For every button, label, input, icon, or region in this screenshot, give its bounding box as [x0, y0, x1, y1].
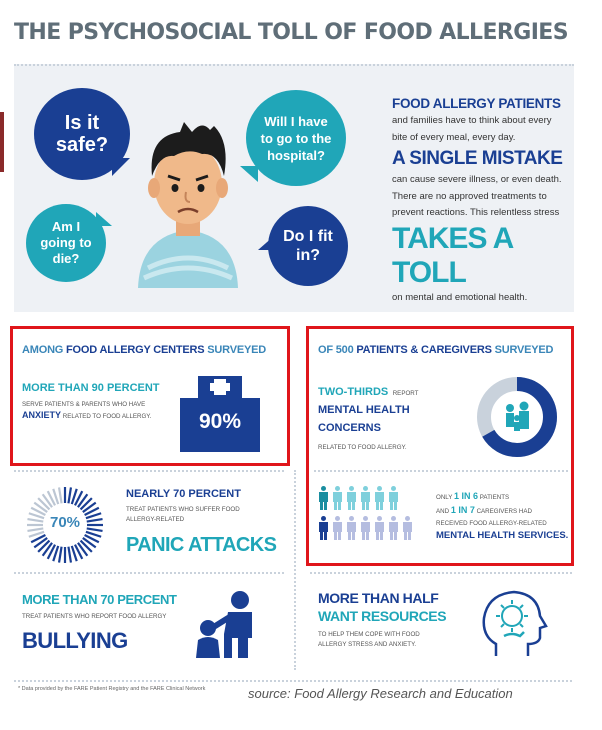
person-figure-icon — [332, 486, 343, 510]
bubble-hospital: Will I have to go to the hospital? — [246, 90, 346, 186]
hero-takes-toll: TAKES A TOLL — [392, 221, 513, 289]
centers-stat: MORE THAN 90 PERCENT — [22, 382, 160, 394]
person-figure-icon — [374, 486, 385, 510]
resources-text: TO HELP THEM COPE WITH FOOD ALLERGY STRESS AND ANXIETY. — [318, 631, 420, 648]
bubble-tail — [258, 236, 274, 250]
edge-accent — [0, 112, 4, 172]
dial-spoke — [59, 547, 62, 563]
panic-big: PANIC ATTACKS — [126, 534, 277, 556]
bubble-is-it-safe: Is it safe? — [34, 88, 130, 180]
footnote: * Data provided by the FARE Patient Registry and the FARE Clinical Network — [18, 686, 206, 692]
hero-severe-text: can cause severe illness, or even death. There are no approved treatments to prevent reactions. This relentless stress — [392, 174, 562, 219]
head-brain-icon — [476, 586, 552, 658]
patients-heading: OF 500 PATIENTS & CAREGIVERS SURVEYED — [318, 344, 554, 356]
dial-spoke — [68, 547, 71, 563]
centers-heading: AMONG FOOD ALLERGY CENTERS SURVEYED — [22, 344, 267, 356]
bullying-figures-icon — [192, 588, 264, 660]
bubble-tail — [96, 212, 112, 226]
resources-half: MORE THAN HALF — [318, 590, 439, 606]
hospital-icon — [180, 376, 260, 452]
hero-single-mistake: A SINGLE MISTAKE — [392, 148, 563, 170]
panic-badge: 70% — [49, 514, 81, 531]
panic-stat: NEARLY 70 PERCENT — [126, 488, 241, 500]
bullying-big: BULLYING — [22, 628, 128, 653]
person-figure-icon — [388, 486, 399, 510]
person-figure-icon — [332, 516, 343, 540]
services-text: ONLY 1 IN 6 PATIENTS AND 1 IN 7 CAREGIVERS HAD RECEIVED FOOD ALLERGY-RELATED MENTAL HEALTH SERVICES. — [436, 491, 569, 541]
person-figure-icon — [360, 486, 371, 510]
divider — [294, 470, 296, 670]
divider — [14, 470, 284, 472]
person-figure-icon — [318, 486, 329, 510]
person-figure-icon — [374, 516, 385, 540]
people-icon — [318, 486, 418, 540]
hero-patients-heading: FOOD ALLERGY PATIENTS — [392, 96, 561, 111]
dial-spoke — [68, 487, 71, 503]
person-figure-icon — [318, 516, 329, 540]
people-row-caregivers — [318, 516, 418, 540]
person-figure-icon — [346, 516, 357, 540]
divider — [14, 680, 572, 682]
worried-person-icon — [118, 118, 258, 288]
bullying-text: TREAT PATIENTS WHO REPORT FOOD ALLERGY — [22, 613, 167, 620]
page-title: THE PSYCHOSOCIAL TOLL OF FOOD ALLERGIES — [14, 20, 568, 45]
centers-text: SERVE PATIENTS & PARENTS WHO HAVE ANXIETY RELATED TO FOOD ALLERGY. — [22, 401, 152, 420]
person-figure-icon — [402, 516, 413, 540]
person-figure-icon — [360, 516, 371, 540]
people-row-patients — [318, 486, 418, 510]
divider — [310, 572, 572, 574]
person-figure-icon — [346, 486, 357, 510]
person-figure-icon — [388, 516, 399, 540]
bubble-fit-in: Do I fit in? — [268, 206, 348, 286]
resources-want: WANT RESOURCES — [318, 608, 447, 624]
patients-concerns: TWO-THIRDS REPORT MENTAL HEALTH CONCERNS RELATED TO FOOD ALLERGY. — [318, 386, 419, 451]
panic-text: TREAT PATIENTS WHO SUFFER FOOD ALLERGY-RELATED — [126, 506, 240, 523]
donut-chart-icon — [474, 374, 560, 460]
dial-spoke — [59, 487, 62, 503]
bullying-stat: MORE THAN 70 PERCENT — [22, 592, 177, 607]
hero-think-text: and families have to think about every bite of every meal, every day. — [392, 115, 552, 143]
hospital-badge: 90% — [198, 410, 242, 433]
hero-mental-text: on mental and emotional health. — [392, 291, 528, 303]
source-line: source: Food Allergy Research and Education — [248, 686, 513, 701]
divider — [14, 572, 284, 574]
bubble-going-to-die: Am I going to die? — [26, 204, 106, 282]
